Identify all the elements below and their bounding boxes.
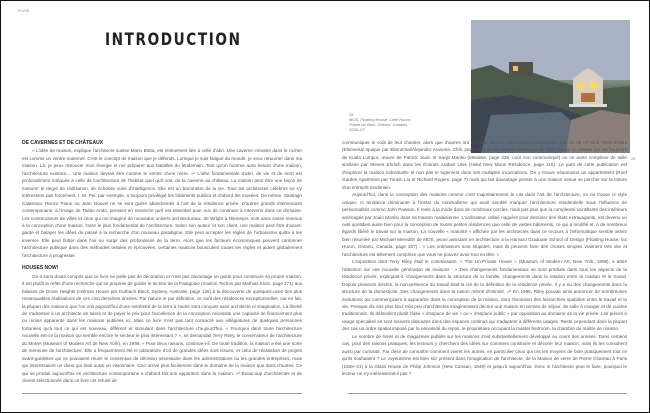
paragraph: On a sans doute compris que ce livre ne parle pas de décoration et n'est pas davantage un guide pour construire sa propre maison. Il est plutôt le reflet d'une recherche qui se propose de guider le lecteur de la Patagonie (maison Techos par Mathias Klotz, page 271) aux falaises de Dover Heights (Holman House par Durbach Block, Sydney, Australie, page 135) à la découverte de quelques-unes des plus remarquables réalisations de ces cinq dernières années. Par nature et par définition, ce sont des résidences exceptionnelles, car en fait, la plupart des maisons que l'on voit aujourd'hui d'une extrémité de la terre à l'autre sont conçues sans architecte ni imagination. La liberté de s'adresser à un architecte de talent et de payer le prix pour l'excellence de la conception nécessite une capacité de financement plus ou moins apparente dans les maisons publiées ici. Mais ce livre n'est pas tant consacré aux villégiatures de quelques personnes fortunées qu'à tout ce qui est nouveau, différent et stimulant dans l'architecture d'aujourd'hui. « Pourquoi dans toute l'architecture nouvelle est-ce la maison qui semble encore le secteur le plus intéressant ? », se demandait Terry Riley, le conservateur de l'architecture du MoMA (Museum of Modern Art de New York), en 1999. « Pour deux raisons, continue-t-il. De toute tradition, la maison a été une sorte de meneuse de l'architecture. Elle a fréquemment été le laboratoire d'où de grandes idées sont issues, et celui de réalisation de projets avant-gardistes qui ne pouvaient réunir le consensus de décision nécessaire dans les administrations ou les grandes entreprises, mais qui intéressaient un client qui était aussi un visionnaire. Ceci arrive plus facilement dans le domaine de la maison que dans d'autres. Ce qui se produit aujourd'hui en architecture contemporaine a d'abord fait son apparition dans la maison. »² Beaucoup d'architectes et de clients sélectionnés dans ce livre ont refusé de <box>22 273 302 384</box>
section-heading: HOUSES NOW! <box>22 265 59 272</box>
paragraph: Le nombre de livres et de magazines publiés sur les maisons s'est substantiellement développé au cours des années. Dans certains cas, pour des raisons pratiques, les lecteurs y cherchent des idées sur comment construire et décorer leur maison, mais ils les consultent aussi par curiosité. Par désir de connaître comment vivent les autres, en particulier ceux qui ont les moyens de faire pratiquement tout ce qu'ils souhaitent ? Le voyeurisme est bien sûr présent dans l'imagination de l'architecte, de la Maison de verre de Pierre Chareau à Paris (1928–31) à la Glass House de Philip Johnson (New Canaan, 1949) et jusqu'à aujourd'hui. Donc si l'architecte peut le faire, pourquoi le lecteur ne s'y intéresserait-il pas ? <box>342 333 627 377</box>
page-number: 28 <box>631 156 636 161</box>
footer-rule-left <box>22 393 302 394</box>
folio: P.0/26 <box>18 8 30 13</box>
paragraph: « L'idée de maison, explique l'architecte suisse Mario Botta, est intimement liée à celle d'abri. Une caverne creusée dans le rocher est comme un ventre maternel. C'est le concept de maison que je défends. Lorsque je suis fatigué du monde, je veux retourner dans ma maison. Là, je peux retrouver mon énergie et me préparer aux batailles du lendemain. Tant qu'un homme aura besoin d'une maison, l'architecture existera… Une maison devrait être comme le ventre d'une mère. »¹ L'idée fondamentale d'abri, de vie et de mort est profondément intriquée à celle de l'architecture de l'habitat quel qu'il soit, de la caverne au château. La maison peut être une façon de mesurer le degré de civilisation, de richesse voire d'intelligence. Elle est un baromètre de la vie. Tous les architectes célèbres ne s'y intéressent pas forcément. I. M. Pei, par exemple, a toujours privilégié les bâtiments publics et d'abord les musées. De même, Santiago Calatrava, Renzo Piano ou Jean Nouvel ne se sont guère abandonnés à l'art de la résidence privée. D'autres grands intervenants contemporains, à l'image de Tadao Ando, pensent en revanche qu'il est essentiel pour eux de continuer à intervenir dans ce domaine. Les constructeurs de villes et ceux qui ont imaginé de nouveaux univers architecturaux, de Wright à Niemeyer, sont sans cesse revenus à la conception d'une maison, l'acte le plus fondamental de l'architecture. Selon son auteur et son client, une maison peut être d'avant-garde et balayer les idées du passé à la recherche d'un nouveau paradigme. Elle peut accepter les règles de l'urbanisme quitte à les inverser. Elle peut flotter dans l'air ou surgir des profondeurs de la terre. Alors que les facteurs économiques peuvent cantonner l'architecture publique dans des méthodes testées et éprouvées, certaines maisons bousculent toutes les règles et aident globalement l'architecture à progresser. <box>22 148 302 258</box>
page-title: INTRODUCTION <box>105 30 242 50</box>
left-column <box>22 140 302 385</box>
paragraph: Aujourd'hui, dans la conception des maisons comme c'est majoritairement le cas dans l'art de l'architecture, on ne trouve ni style unique, ni tendance dominante à l'instar du minimalisme qui avait semblé marquer l'architecture résidentielle sous l'influence de personnalités comme John Pawson. Il reste à la mode dans de nombreux cercles, mais pas plus que la complexité scintillante des intérieurs aménagés par Jouin Manku dans sa maison malaisienne. L'ordinateur, utilisé naguère pour dessiner des états extravagants, est devenu un outil quotidien aussi bien pour la conception de toutes petites résidences que celle de vastes bâtiments, ce qui a modifié et, à de nombreux égards libéré le travail sur la maison. La nouvelle « maturité » affichée par les architectes dans ce recours à l'informatique semble assez bien résumée par Michael Meredith de MOS, jeune assistant en architecture à la Harvard Graduate School of Design (Floating House, lac Huron, Ontario, Canada, page 307) : « Les ordinateurs sont stupides, mais ils peuvent faire des choses simples vraiment très vite et l'architecture est tellement complexe que vous ne pouvez avoir tout en tête. » <box>342 192 627 257</box>
paragraph: L'exposition dont Terry Riley était le commissaire, « The Un-Private House » (Museum of Modern Art, New York, 1999), a attiré l'attention sur une nouvelle génération de maisons : « Des changements fondamentaux se sont produits dans tous les aspects de la résidence privée, expliquait-il, changements dans la structure de la famille, changements dans la relation entre la maison et le travail. Depuis plusieurs siècles, la non-présence du travail était la clé de la définition de la résidence privée. Il y a eu des changements dans la structure de la domesticité. Des changements dans la notion même d'intimité. »³ En 1999, Riley pouvait ainsi annoncer de nombreuses évolutions qui commençaient à apparaître dans la conception de la maison, dont l'évolution des hiérarchies spatiales entre le travail et la vie. Presque dix ans plus tard, très peu d'architectes imagineraient décrire une maison en termes de séjour, de salle à manger et de cuisine traditionnels. Ils défendent plutôt l'idée « d'espace de vie » ou « d'espace public » par opposition au domaine de la vie privée. Les pièces à usage spécialisé se sont souvent dissoutes dans des espaces continus qui s'adaptent à différents usages. Reste cependant dans la plupart des cas un ordre spatial imposé par la nécessité du repos, le propriétaire occupant la master bedroom, la chambre du maître de maison. <box>342 259 627 332</box>
footer-rule-right <box>348 393 627 394</box>
paragraph: communiquer le coût de leur chantier, alors que d'autres ont été plus directs. Les maisons présentées vont de 36 m² pour 7500 dollars (Elemental Iquique par Elemental/Alejandro Aravena, Chili, page 151) à une énorme résidence de 3000 m² qui se dresse sur les hauteurs de Kuala Lumpur, œuvre de Patrick Jouin et Sanjit Manku (Malaisie, page 235, coût non communiqué) ou un autre complexe de taille similaire par Steven Ehrlich dans les Émirats Arabes Unis (Helal New Moon Residence, page 115). Le parti de cette publication est d'explorer la maison individuelle et non pas le logement dans ses multiples incarnations. On y trouve néanmoins un appartement (Roof Garden Apartment par Tonkin Liu et Richard Rogers, page 7) mais qui fait davantage penser à une maison venue se percher sur la toiture d'un entrepôt londonien. <box>342 140 627 190</box>
right-column <box>342 139 627 378</box>
caption-number: 26 <box>349 112 354 117</box>
caption-text: MOS, Floating House, Lake Huron, Pointe du Baril, Ontario, Canada, 2006–07 <box>349 117 412 132</box>
floating-house-photo <box>471 20 630 153</box>
photo-illustration <box>471 20 630 153</box>
photo-caption <box>349 112 419 132</box>
section-heading: DE CAVERNES ET DE CHÂTEAUX <box>22 140 104 146</box>
